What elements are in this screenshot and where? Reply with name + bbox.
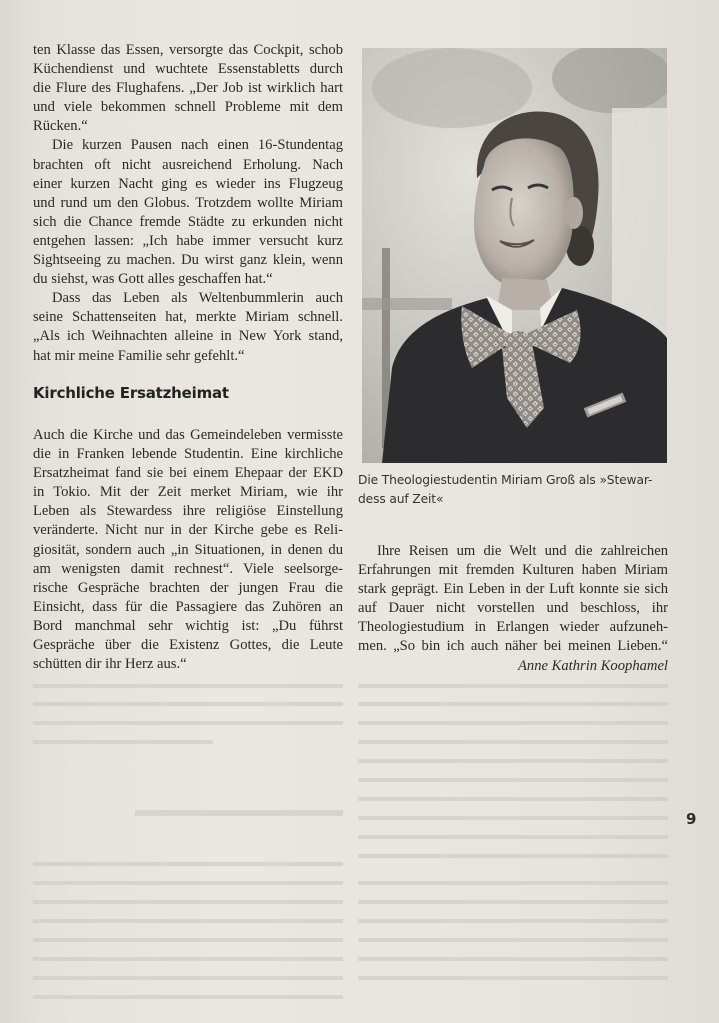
text-line: Sightseeing zu machen. Du wirst ganz klein, wenn <box>33 252 343 269</box>
text-line: Erfahrungen mit fremden Kulturen haben Miriam <box>358 562 668 579</box>
text-line: stark geprägt. Ein Leben in der Luft konnte sie sich <box>358 581 668 598</box>
text-line: dess auf Zeit« <box>358 492 444 507</box>
photo-stewardess <box>362 48 667 463</box>
text-line: und rund um den Globus. Trotzdem wollte Miriam <box>33 194 343 211</box>
reverse-side-show-through <box>0 680 719 1023</box>
text-line: seine Schattenseiten hat, merkte Miriam schnell. <box>33 309 343 326</box>
text-line: „Als ich Weihnachten alleine in New York stand, <box>33 328 343 345</box>
text-line: Die Theologiestudentin Miriam Groß als »Stewar- <box>358 473 653 487</box>
text-line: hat mir meine Familie sehr gefehlt.“ <box>33 347 245 364</box>
text-line: veränderte. Nicht nur in der Kirche gebe es Reli- <box>33 522 343 539</box>
text-line: Einsicht, dass für die Passagiere das Zuhören an <box>33 598 343 615</box>
text-line: Rücken.“ <box>33 118 88 135</box>
photo-caption <box>358 471 670 509</box>
left-column-top <box>33 41 343 366</box>
text-line: brachten oft nicht ausreichend Erholung. Nach <box>33 156 343 173</box>
text-line: schütten dir ihr Herz aus.“ <box>33 656 187 673</box>
text-line: einer kurzen Nacht ging es wieder ins Flugzeug <box>33 175 343 192</box>
page-number: 9 <box>686 810 697 828</box>
text-line: Leben als Stewardess ihre religiöse Einstellung <box>33 503 343 520</box>
text-line: giosität, sondern auch „in Situationen, in denen du <box>33 541 343 558</box>
text-line: Ihre Reisen um die Welt und die zahlreichen <box>377 543 668 559</box>
text-line: auf Dauer nicht vorstellen und beschloss, ihr <box>358 600 668 617</box>
text-line: in Tokio. Mit der Zeit merket Miriam, wie ihr <box>33 484 343 501</box>
right-column <box>358 542 668 676</box>
text-line: Gespräche über die Existenz Gottes, die Leute <box>33 637 343 654</box>
text-line: und viele bekommen schnell Probleme mit dem <box>33 99 343 116</box>
text-line: ten Klasse das Essen, versorgte das Cockpit, schob <box>33 42 343 58</box>
left-column-bottom <box>33 426 343 674</box>
portrait-illustration <box>362 48 667 463</box>
text-line: Die kurzen Pausen nach einen 16-Stundentag <box>52 137 343 154</box>
text-line: men. „So bin ich auch näher bei meinen Lieben.“ <box>358 638 668 655</box>
text-line: Dass das Leben als Weltenbummlerin auch <box>52 290 343 307</box>
section-heading: Kirchliche Ersatzheimat <box>33 384 229 402</box>
text-line: Ersatzheimat fand sie bei einem Ehepaar der EKD <box>33 465 343 482</box>
text-line: sich die Chance fremde Städte zu erkunden nicht <box>33 213 343 230</box>
text-line: du siehst, was Gott alles geschaffen hat.“ <box>33 271 273 288</box>
text-line: Auch die Kirche und das Gemeindeleben vermisste <box>33 427 343 443</box>
text-line: die in Franken lebende Studentin. Eine kirchliche <box>33 446 343 463</box>
text-line: rische Gespräche brachten der jungen Frau die <box>33 579 343 596</box>
text-line: Bord manchmal sehr wichtig ist: „Du führst <box>33 617 343 634</box>
text-line: am wenigsten damit rechnest“. Viele seelsorge- <box>33 560 343 577</box>
text-line: Küchendienst und wuchtete Essenstabletts durch <box>33 61 343 78</box>
author-byline: Anne Kathrin Koophamel <box>518 657 668 674</box>
text-line: Theologiestudium in Erlangen wieder aufzuneh- <box>358 619 668 636</box>
text-line: entgehen lassen: „Ich habe immer versucht kurz <box>33 232 343 249</box>
text-line: die Flure des Flughafens. „Der Job ist wirklich hart <box>33 80 343 97</box>
